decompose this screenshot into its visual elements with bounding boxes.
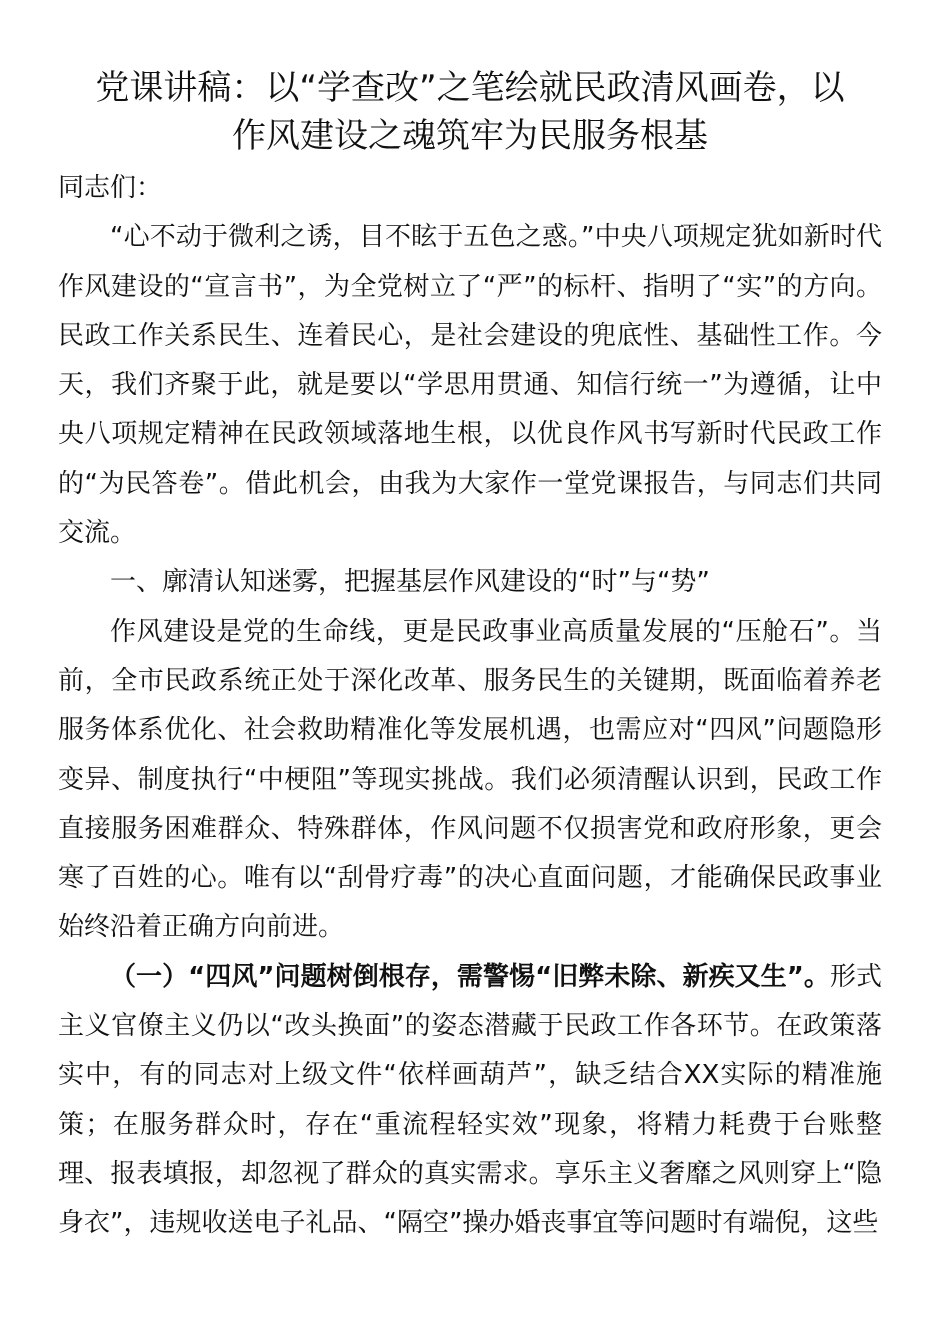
subsection-body-one: 形式主义官僚主义仍以“改头换面”的姿态潜藏于民政工作各环节。在政策落实中，有的同志对上级文件“依样画葫芦”，缺乏结合XX实际的精准施策；在服务群众时，存在“重流程轻实效”现象，将精力耗费于台账整理、报表填报，却忽视了群众的真实需求。享乐主义奢靡之风则穿上“隐身衣”，违规收送电子礼品、“隔空”操办婚丧事宜等问题时有端倪，这些	[58, 961, 882, 1239]
document-title	[58, 64, 882, 160]
subsection-heading-one: （一）“四风”问题树倒根存，需警惕“旧弊未除、新疾又生”。	[110, 961, 830, 992]
section-heading-one: 一、廓清认知迷雾，把握基层作风建设的“时”与“势”	[110, 567, 710, 598]
subsection-paragraph-one	[58, 953, 882, 1249]
intro-paragraph: “心不动于微利之诱，目不眩于五色之惑。”中央八项规定犹如新时代作风建设的“宣言书”，为全党树立了“严”的标杆、指明了“实”的方向。民政工作关系民生、连着民心，是社会建设的兜底性、基础性工作。今天，我们齐聚于此，就是要以“学思用贯通、知信行统一”为遵循，让中央八项规定精神在民政领域落地生根，以优良作风书写新时代民政工作的“为民答卷”。借此机会，由我为大家作一堂党课报告，与同志们共同交流。	[58, 222, 882, 549]
document-body	[58, 164, 882, 1249]
salutation: 同志们：	[58, 173, 163, 203]
section-one-paragraph: 作风建设是党的生命线，更是民政事业高质量发展的“压舱石”。当前，全市民政系统正处于深化改革、服务民生的关键期，既面临着养老服务体系优化、社会救助精准化等发展机遇，也需应对“四风”问题隐形变异、制度执行“中梗阻”等现实挑战。我们必须清醒认识到，民政工作直接服务困难群众、特殊群体，作风问题不仅损害党和政府形象，更会寒了百姓的心。唯有以“刮骨疗毒”的决心直面问题，才能确保民政事业始终沿着正确方向前进。	[58, 616, 882, 943]
title-line-2: 作风建设之魂筑牢为民服务根基	[232, 116, 708, 156]
title-line-1: 党课讲稿：以“学查改”之笔绘就民政清风画卷，以	[95, 68, 845, 108]
